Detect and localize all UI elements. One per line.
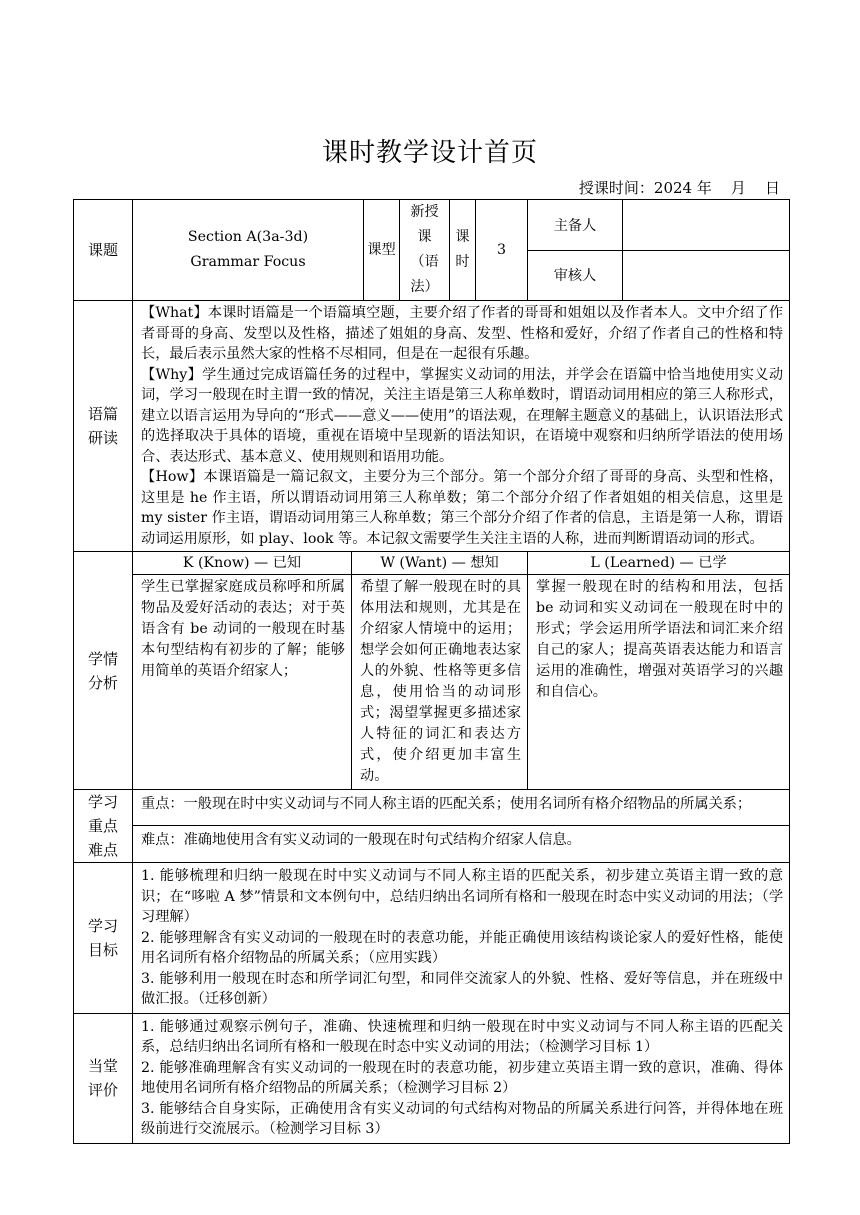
reviewer-value[interactable] [623, 250, 790, 301]
focus-key: 重点：一般现在时中实义动词与不同人称主语的匹配关系；使用名词所有格介绍物品的所属关系； [133, 790, 790, 826]
topic-line-1: Section A(3a-3d) [187, 229, 309, 245]
main-prep-label: 主备人 [528, 200, 623, 251]
goal-2: 2. 能够理解含有实义动词的一般现在时的表意功能，并能正确使用该结构谈论家人的爱好性格，能使用名词所有格介绍物品的所属关系；（应用实践） [141, 929, 784, 966]
topic-cell [133, 200, 364, 301]
reading-what: 【What】本课时语篇是一个语篇填空题，主要介绍了作者的哥哥和姐姐以及作者本人。文中介绍了作者哥哥的身高、发型以及性格，描述了姐姐的身高、发型、性格和爱好，介绍了作者自己的性格和特长，最后表示虽然大家的性格不尽相同，但是在一起很有乐趣。 [141, 305, 784, 362]
type-label: 课型 [364, 200, 400, 301]
period-value: 3 [476, 200, 528, 301]
topic-label: 课题 [74, 200, 133, 301]
reading-why: 【Why】学生通过完成语篇任务的过程中，掌握实义动词的用法，并学会在语篇中恰当地使用实义动词，学习一般现在时主谓一致的情况，关注主语是第三人称单数时，谓语动词用相应的第三人称形式，建立以语言运用为导向的“形式——意义——使用”的语法观，在理解主题意义的基础上，认识语法形式的选择取决于具体的语境，重视在语境中呈现新的语法知识，在语境中观察和归纳所学语法的使用场合、表达形式、基本意义、使用规则和语用功能。 [141, 366, 784, 465]
lesson-design-table [73, 199, 790, 1144]
evaluation-content [133, 1013, 790, 1143]
evaluation-2: 2. 能够准确理解含有实义动词的一般现在时的表意功能，初步建立英语主谓一致的意识，准确、得体地使用名词所有格介绍物品的所属关系；（检测学习目标 2） [141, 1059, 784, 1096]
focus-label: 学习重点难点 [74, 790, 133, 863]
lesson-date: 授课时间：2024 年 月 日 [578, 179, 780, 197]
topic-line-2: Grammar Focus [190, 254, 306, 270]
goals-label: 学习目标 [74, 863, 133, 1014]
evaluation-label: 当堂评价 [74, 1013, 133, 1143]
goal-3: 3. 能够利用一般现在时态和所学词汇句型，和同伴交流家人的外貌、性格、爱好等信息，并在班级中做汇报。（迁移创新） [141, 970, 784, 1007]
l-header: L (Learned) — 已学 [528, 552, 790, 575]
evaluation-3: 3. 能够结合自身实际，正确使用含有实义动词的句式结构对物品的所属关系进行问答，并得体地在班级前进行交流展示。（检测学习目标 3） [141, 1100, 784, 1137]
focus-difficult: 难点：准确地使用含有实义动词的一般现在时句式结构介绍家人信息。 [133, 825, 790, 862]
reading-label: 语篇研读 [74, 301, 133, 552]
k-header: K (Know) — 已知 [133, 552, 352, 575]
type-value: 新授课（语法） [400, 200, 450, 301]
l-text: 掌握一般现在时的结构和用法，包括 be 动词和实义动词在一般现在时中的形式；学会运用所学语法和词汇来介绍自己的家人；提高英语表达能力和语言运用的准确性，增强对英语学习的兴趣和自信心。 [528, 575, 790, 790]
reading-content [133, 301, 790, 552]
w-header: W (Want) — 想知 [352, 552, 528, 575]
period-label: 课时 [450, 200, 476, 301]
w-text: 希望了解一般现在时的具体用法和规则，尤其是在介绍家人情境中的运用；想学会如何正确地表达家人的外貌、性格等更多信息，使用恰当的动词形式；渴望掌握更多描述家人特征的词汇和表达方式，使介绍更加丰富生动。 [352, 575, 528, 790]
goal-1: 1. 能够梳理和归纳一般现在时中实义动词与不同人称主语的匹配关系，初步建立英语主谓一致的意识；在“哆啦 A 梦”情景和文本例句中，总结归纳出名词所有格和一般现在时态中实义动词的用法；（学习理解） [141, 868, 784, 925]
evaluation-1: 1. 能够通过观察示例句子，准确、快速梳理和归纳一般现在时中实义动词与不同人称主语的匹配关系，总结归纳出名词所有格和一般现在时态中实义动词的用法；（检测学习目标 1） [141, 1018, 784, 1055]
page-title: 课时教学设计首页 [321, 138, 538, 168]
k-text: 学生已掌握家庭成员称呼和所属物品及爱好活动的表达；对于英语含有 be 动词的一般现在时基本句型结构有初步的了解；能够用简单的英语介绍家人； [133, 575, 352, 790]
main-prep-value[interactable] [623, 200, 790, 251]
goals-content [133, 863, 790, 1014]
analysis-label: 学情分析 [74, 552, 133, 790]
reviewer-label: 审核人 [528, 250, 623, 301]
reading-how: 【How】本课语篇是一篇记叙文，主要分为三个部分。第一个部分介绍了哥哥的身高、头型和性格，这里是 he 作主语，所以谓语动词用第三人称单数；第二个部分介绍了作者姐姐的相关信息，这里是 my sister 作主语，谓语动词用第三人称单数；第三个部分介绍了作者的信息，主语是第一人称，谓语动词运用原形，如 play、look 等。本记叙文需要学生关注主语的人称，进而判断谓语动词的形式。 [141, 469, 784, 547]
